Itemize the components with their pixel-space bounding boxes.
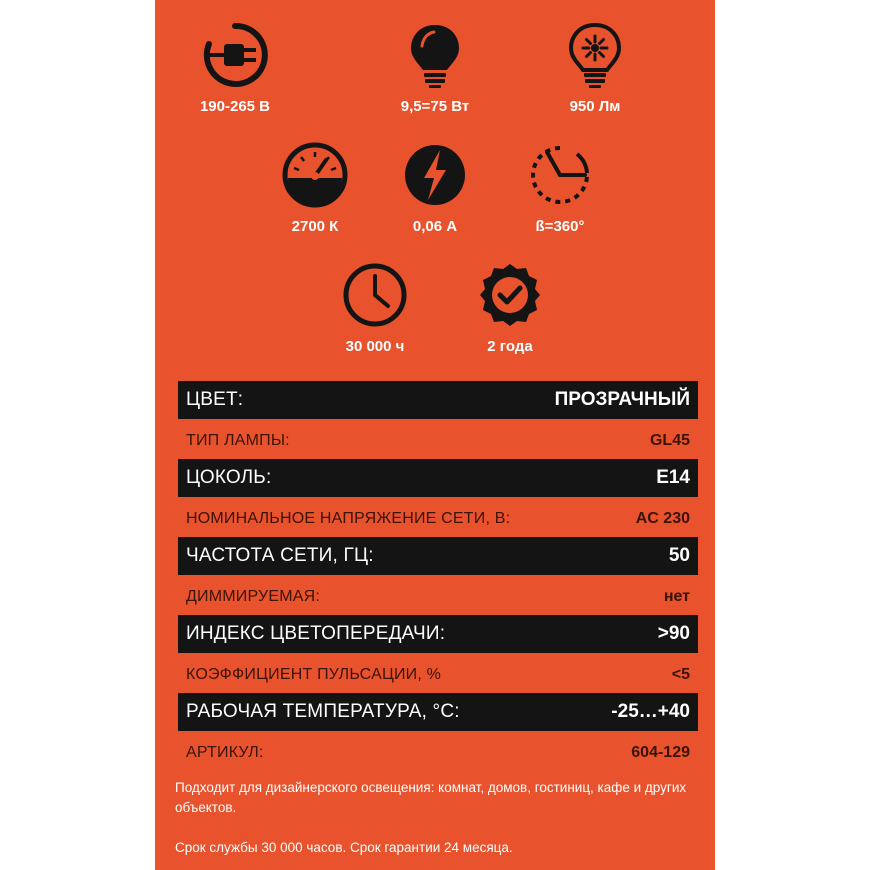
spec-value: <5 xyxy=(671,666,690,683)
lumens-label: 950 Лм xyxy=(569,98,621,115)
warranty-badge-icon xyxy=(475,260,545,330)
spec-row xyxy=(178,424,698,458)
spec-label: ЦОКОЛЬ: xyxy=(186,467,272,488)
spec-label: ДИММИРУЕМАЯ: xyxy=(186,588,321,605)
spec-icon-voltage xyxy=(175,20,295,115)
spec-icon-power xyxy=(375,20,495,115)
spec-value: AC 230 xyxy=(635,510,690,527)
plug-icon xyxy=(200,20,270,90)
spec-label: ИНДЕКС ЦВЕТОПЕРЕДАЧИ: xyxy=(186,623,446,644)
bulb-burst-icon xyxy=(560,20,630,90)
spec-row xyxy=(178,658,698,692)
lightning-icon xyxy=(400,140,470,210)
usage-note: Подходит для дизайнерского освещения: комнат, домов, гостиниц, кафе и других объектов. xyxy=(175,780,687,815)
spec-icon-lifetime xyxy=(315,260,435,355)
spec-row xyxy=(178,537,698,575)
spec-value: E14 xyxy=(656,467,690,488)
spec-row xyxy=(178,459,698,497)
spec-row xyxy=(178,615,698,653)
spec-label: ТИП ЛАМПЫ: xyxy=(186,432,290,449)
gauge-icon xyxy=(280,140,350,210)
spec-value: -25…+40 xyxy=(611,701,690,722)
spec-label: РАБОЧАЯ ТЕМПЕРАТУРА, °С: xyxy=(186,701,460,722)
spec-icon-color-temp xyxy=(255,140,375,235)
spec-value: 604-129 xyxy=(631,744,690,761)
spec-row xyxy=(178,381,698,419)
spec-row xyxy=(178,736,698,770)
color-temp-label: 2700 К xyxy=(291,218,339,235)
bulb-icon xyxy=(400,20,470,90)
spec-label: АРТИКУЛ: xyxy=(186,744,264,761)
voltage-label: 190-265 В xyxy=(199,98,271,115)
spec-label: НОМИНАЛЬНОЕ НАПРЯЖЕНИЕ СЕТИ, В: xyxy=(186,510,511,527)
current-label: 0,06 А xyxy=(412,218,458,235)
spec-value: 50 xyxy=(668,545,690,566)
lifetime-note: Срок службы 30 000 часов. Срок гарантии 24 месяца. xyxy=(175,840,513,855)
spec-icon-beam-angle xyxy=(500,140,620,235)
beam-angle-label: ß=360° xyxy=(535,218,585,235)
power-label: 9,5=75 Вт xyxy=(400,98,470,115)
spec-label: ЦВЕТ: xyxy=(186,389,244,410)
lifetime-label: 30 000 ч xyxy=(345,338,405,355)
spec-row xyxy=(178,693,698,731)
spec-value: >90 xyxy=(657,623,690,644)
spec-icon-warranty xyxy=(450,260,570,355)
spec-label: КОЭФФИЦИЕНТ ПУЛЬСАЦИИ, % xyxy=(186,666,442,683)
clock-icon xyxy=(340,260,410,330)
spec-row xyxy=(178,580,698,614)
packaging-panel xyxy=(155,0,715,870)
beam-angle-icon xyxy=(525,140,595,210)
spec-icon-lumens xyxy=(535,20,655,115)
spec-label: ЧАСТОТА СЕТИ, ГЦ: xyxy=(186,545,374,566)
spec-value: ПРОЗРАЧНЫЙ xyxy=(554,389,690,410)
spec-icon-current xyxy=(375,140,495,235)
warranty-label: 2 года xyxy=(487,338,533,355)
spec-value: GL45 xyxy=(649,432,690,449)
spec-value: нет xyxy=(663,588,690,605)
spec-row xyxy=(178,502,698,536)
